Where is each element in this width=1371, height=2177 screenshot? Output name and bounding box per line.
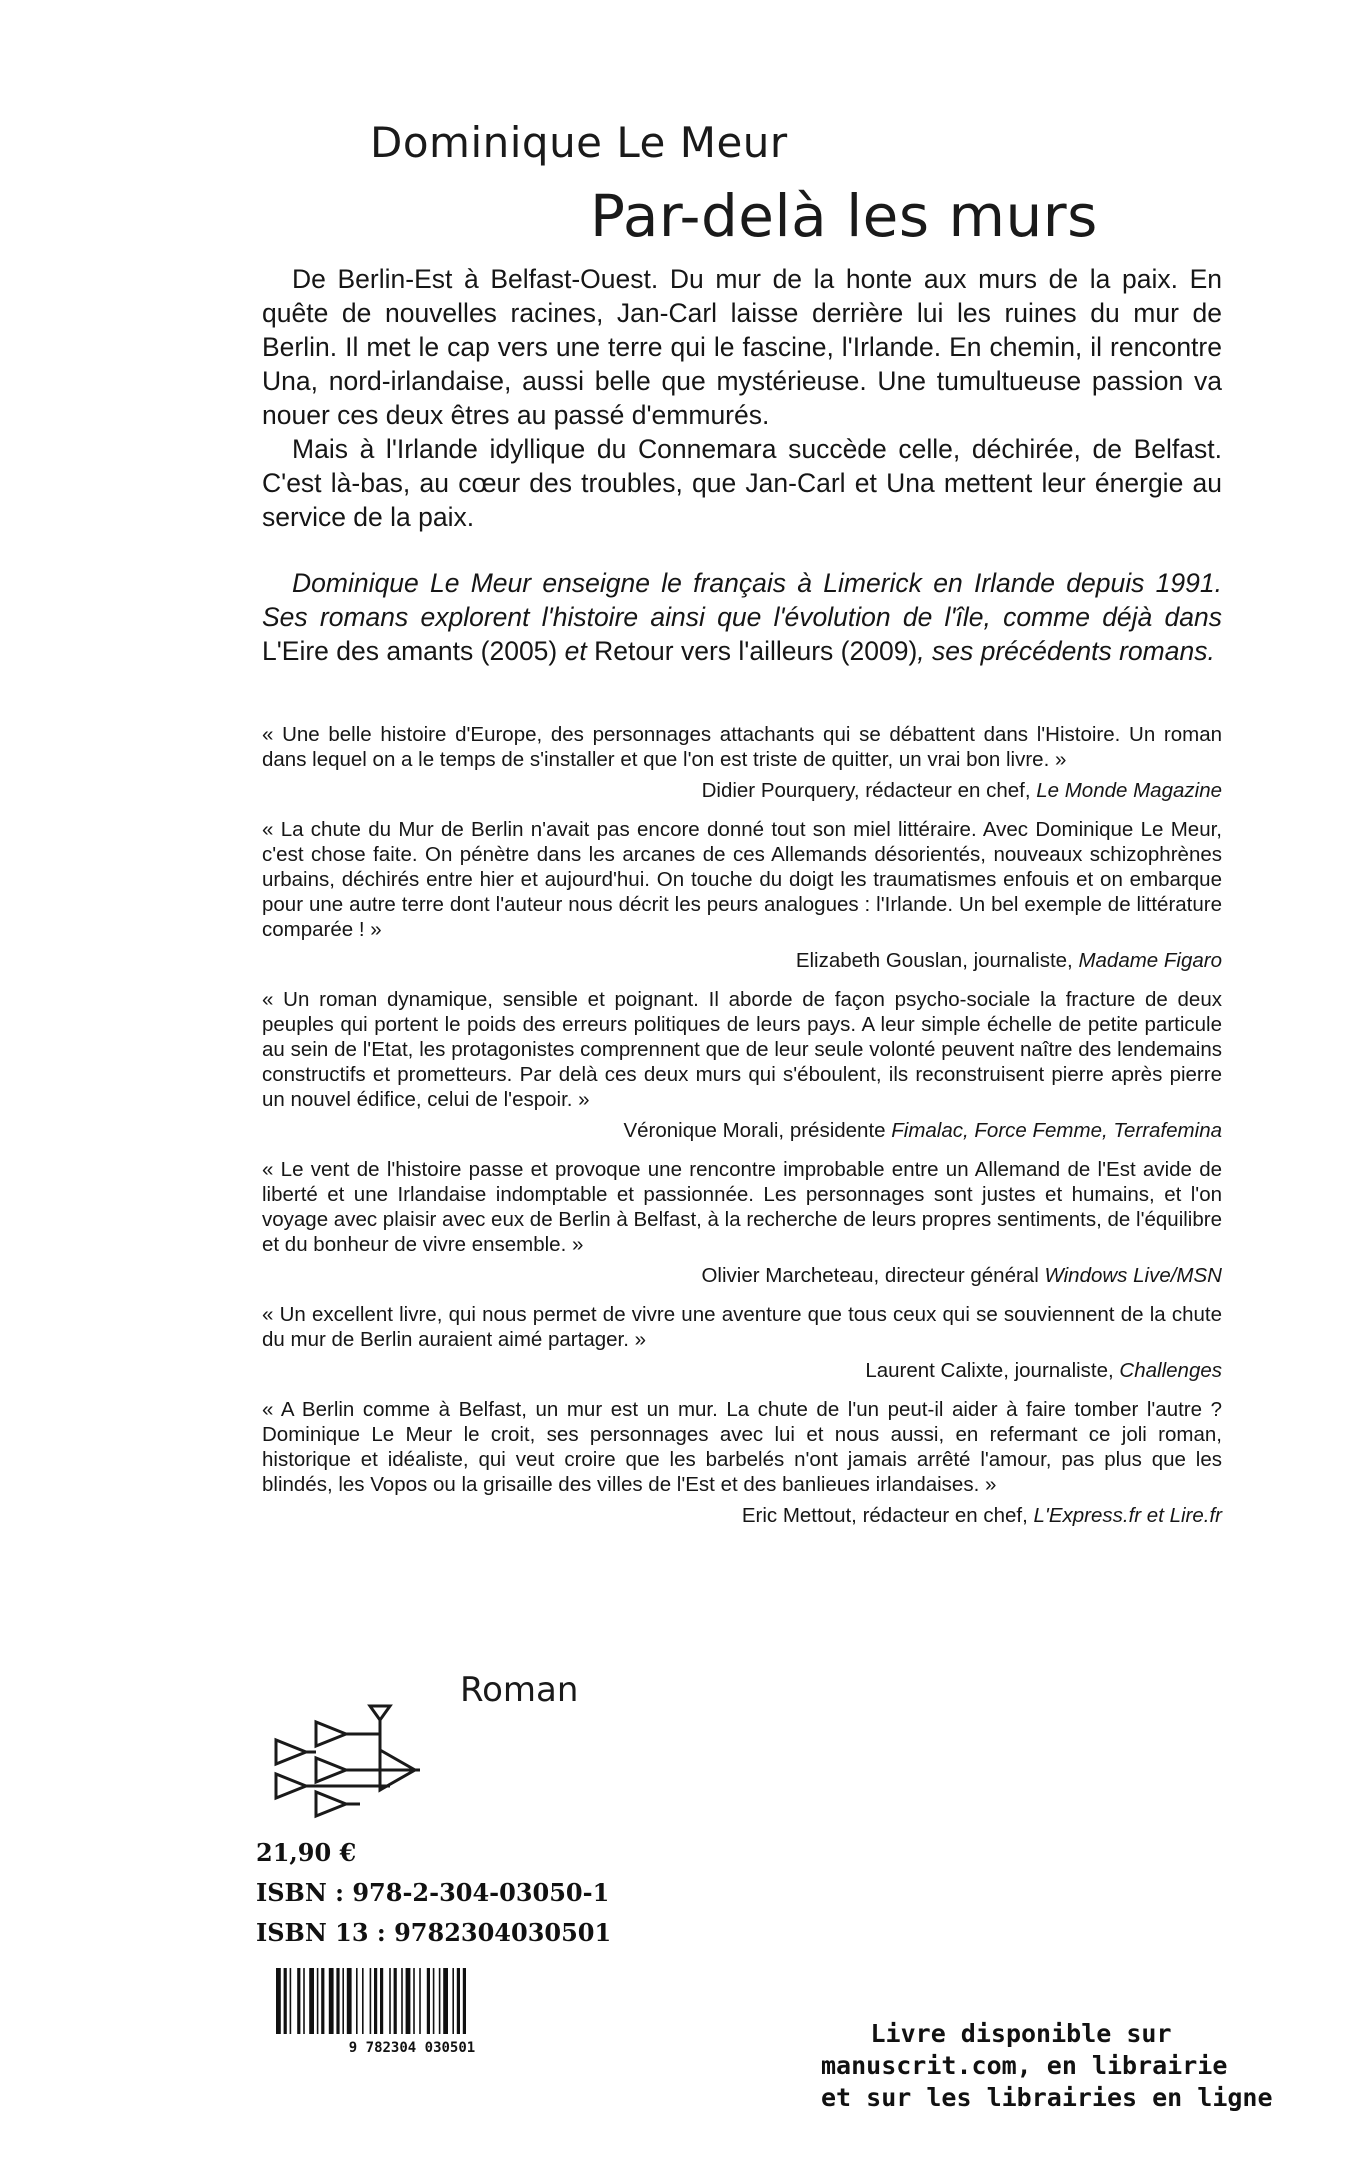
review-quote: « La chute du Mur de Berlin n'avait pas encore donné tout son miel littéraire. Avec Dominique Le Meur, c'est chose faite. On pénètre dans les arcanes de ces Allemands désorientés, nouveaux schizophrènes urbains, déchirés entre hier et aujourd'hui. On touche du doigt les traumatismes enfouis et on embarque pour une autre terre dont l'auteur nous décrit les peurs analogues : l'Irlande. Un bel exemple de littérature comparée ! » xyxy=(262,818,1222,941)
review-quote: « Le vent de l'histoire passe et provoque une rencontre improbable entre un Allemand de l'Est avide de liberté et une Irlandaise indomptable et passionnée. Les personnages sont justes et humains, et l'on voyage avec plaisir avec eux de Berlin à Belfast, à la recherche de leurs propres sentiments, de l'équilibre et du bonheur de vivre ensemble. » xyxy=(262,1158,1222,1256)
isbn: ISBN : 978-2-304-03050-1 xyxy=(256,1878,610,1907)
review-author: Didier Pourquery, rédacteur en chef, xyxy=(701,779,1037,802)
review xyxy=(262,1302,1222,1383)
price: 21,90 € xyxy=(256,1838,357,1867)
synopsis-paragraph: Mais à l'Irlande idyllique du Connemara succède celle, déchirée, de Belfast. C'est là-bas, au cœur des troubles, que Jan-Carl et Una mettent leur énergie au service de la paix. xyxy=(262,434,1222,532)
review xyxy=(262,1157,1222,1288)
bio-book-title: Retour vers l'ailleurs (2009) xyxy=(594,636,918,666)
review-author: Olivier Marcheteau, directeur général xyxy=(701,1264,1045,1287)
review-quote: « A Berlin comme à Belfast, un mur est un mur. La chute de l'un peut-il aider à faire tomber l'autre ? Dominique Le Meur le croit, ses personnages avec lui et nous aussi, en refermant ce joli roman, historique et idéaliste, qui veut croire que les barbelés n'ont jamais arrêté l'amour, pas plus que les blindés, les Vopos ou la grisaille des villes de l'Est et des banlieues irlandaises. » xyxy=(262,1398,1222,1496)
review-attribution xyxy=(262,948,1222,973)
review-outlet: Fimalac, Force Femme, Terrafemina xyxy=(891,1119,1222,1142)
availability-line: Livre disponible sur xyxy=(870,2019,1172,2048)
press-reviews xyxy=(262,722,1222,1542)
review xyxy=(262,1397,1222,1528)
book-title: Par-delà les murs xyxy=(590,182,1098,250)
barcode-digits: 9 782304 030501 xyxy=(348,2040,476,2056)
availability-note xyxy=(821,2018,1273,2114)
review-author: Laurent Calixte, journaliste, xyxy=(865,1359,1120,1382)
review-attribution xyxy=(262,1503,1222,1528)
review-quote: « Un excellent livre, qui nous permet de vivre une aventure que tous ceux qui se souviennent de la chute du mur de Berlin auraient aimé partager. » xyxy=(262,1303,1222,1351)
genre-label: Roman xyxy=(460,1670,579,1710)
author-bio xyxy=(262,566,1222,668)
synopsis-paragraph: De Berlin-Est à Belfast-Ouest. Du mur de la honte aux murs de la paix. En quête de nouvelles racines, Jan-Carl laisse derrière lui les ruines du mur de Berlin. Il met le cap vers une terre qui le fascine, l'Irlande. En chemin, il rencontre Una, nord-irlandaise, aussi belle que mystérieuse. Une tumultueuse passion va nouer ces deux êtres au passé d'emmurés. xyxy=(262,264,1222,430)
review-author: Elizabeth Gouslan, journaliste, xyxy=(795,949,1079,972)
review-author: Véronique Morali, présidente xyxy=(623,1119,892,1142)
availability-line: et sur les librairies en ligne xyxy=(821,2083,1273,2112)
review-attribution xyxy=(262,778,1222,803)
bio-text: et xyxy=(557,636,595,666)
review-quote: « Une belle histoire d'Europe, des personnages attachants qui se débattent dans l'Histoire. Un roman dans lequel on a le temps de s'installer et que l'on est triste de quitter, un vrai bon livre. » xyxy=(262,723,1222,771)
review-attribution xyxy=(262,1358,1222,1383)
review-outlet: L'Express.fr et Lire.fr xyxy=(1033,1504,1222,1527)
author-name: Dominique Le Meur xyxy=(370,118,788,167)
bio-book-title: L'Eire des amants (2005) xyxy=(262,636,558,666)
review xyxy=(262,722,1222,803)
review-attribution xyxy=(262,1263,1222,1288)
bio-text: Dominique Le Meur enseigne le français à Limerick en Irlande depuis 1991. Ses romans explorent l'histoire ainsi que l'évolution de l'île, comme déjà dans xyxy=(262,568,1222,632)
review-outlet: Windows Live/MSN xyxy=(1044,1264,1222,1287)
review-outlet: Le Monde Magazine xyxy=(1036,779,1222,802)
availability-line: manuscrit.com, en librairie xyxy=(821,2051,1228,2080)
isbn-13: ISBN 13 : 9782304030501 xyxy=(256,1918,612,1947)
review-author: Eric Mettout, rédacteur en chef, xyxy=(741,1504,1034,1527)
review-outlet: Challenges xyxy=(1119,1359,1222,1382)
synopsis xyxy=(262,262,1222,534)
review xyxy=(262,987,1222,1143)
review xyxy=(262,817,1222,973)
review-quote: « Un roman dynamique, sensible et poignant. Il aborde de façon psycho-sociale la fracture de deux peuples qui portent le poids des erreurs politiques de leurs pays. A leur simple échelle de petite particule au sein de l'Etat, les protagonistes comprennent que de leur seule volonté peuvent naître des lendemains constructifs et prometteurs. Par delà ces deux murs qui s'éboulent, ils reconstruisent pierre après pierre un nouvel édifice, celui de l'espoir. » xyxy=(262,988,1222,1111)
bio-text: , ses précédents romans. xyxy=(917,636,1215,666)
publisher-logo-icon xyxy=(270,1700,430,1820)
review-attribution xyxy=(262,1118,1222,1143)
review-outlet: Madame Figaro xyxy=(1078,949,1222,972)
barcode-icon xyxy=(262,1966,562,2056)
